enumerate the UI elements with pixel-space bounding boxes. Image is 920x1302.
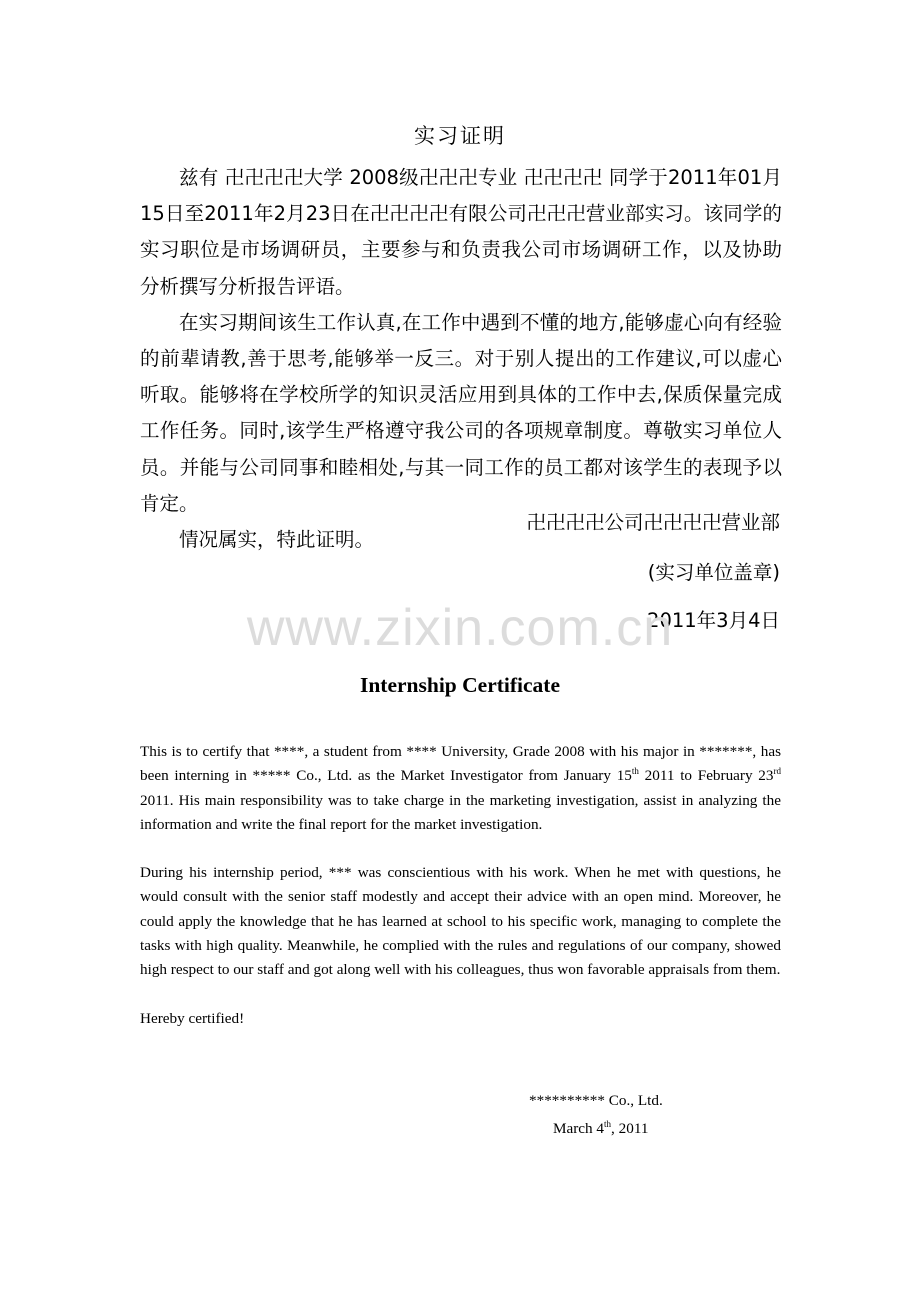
chinese-title: 实习证明 xyxy=(414,124,506,148)
chinese-paragraph-3: 情况属实，特此证明。 xyxy=(179,528,375,552)
chinese-signature-date: 2011年3月4日 xyxy=(647,609,780,632)
english-signature-company: ********** Co., Ltd. xyxy=(529,1092,663,1109)
english-paragraph-3: Hereby certified! xyxy=(140,1009,245,1027)
chinese-paragraph-2: 在实习期间该生工作认真,在工作中遇到不懂的地方,能够虚心向有经验的前辈请教,善于思考,能够举一反三。对于别人提出的工作建议,可以虚心听取。能够将在学校所学的知识灵活应用到具体的工作中去,保质保量完成工作任务。同时,该学生严格遵守我公司的各项规章制度。尊敬实习单位人员。并能与公司同事和睦相处,与其一同工作的员工都对该学生的表现予以肯定。 xyxy=(140,310,782,515)
english-paragraph-2: During his internship period, *** was conscientious with his work. When he met with questions, he would consult with the senior staff modestly and accept their advice with an open mind. Moreover, he could apply the knowledge that he has learned at school to his specific work, managing to complete the tasks with high quality. Meanwhile, he complied with the rules and regulations of our company, showed high respect to our staff and got along well with his colleagues, thus won favorable appraisals from them. xyxy=(140,864,781,979)
english-date-year: , 2011 xyxy=(611,1120,649,1137)
chinese-paragraph-1: 兹有 卍卍卍卍大学 2008级卍卍卍专业 卍卍卍卍 同学于2011年01月15日至2011年2月23日在卍卍卍卍有限公司卍卍卍营业部实习。该同学的实习职位是市场调研员，主要参与和负责我公司市场调研工作，以及协助分析撰写分析报告评语。 xyxy=(140,166,782,298)
watermark: www.zixin.com.cn xyxy=(246,599,674,657)
english-paragraph-1 xyxy=(140,740,781,837)
english-body xyxy=(140,740,781,1055)
ordinal-suffix: rd xyxy=(773,766,781,777)
chinese-signature-company: 卍卍卍卍公司卍卍卍卍营业部 xyxy=(526,511,780,534)
english-signature-date xyxy=(553,1120,648,1138)
english-date-month: March 4 xyxy=(553,1120,605,1137)
english-paragraph-1-part-b: 2011 to February 23 xyxy=(638,767,774,785)
chinese-signature-seal: (实习单位盖章) xyxy=(647,561,780,584)
english-paragraph-1-part-c: 2011. His main responsibility was to take charge in the marketing investigation, assist in analyzing the information and write the final report for the market investigation. xyxy=(140,791,781,833)
chinese-body xyxy=(140,160,782,558)
english-title: Internship Certificate xyxy=(359,673,561,697)
ordinal-suffix: th xyxy=(631,766,639,777)
english-paragraph-1-part-a: This is to certify that ****, a student from **** University, Grade 2008 with his major in *******, has been interning in ***** Co., Ltd. as the Market Investigator from January 15 xyxy=(140,743,781,785)
ordinal-suffix: th xyxy=(604,1118,612,1129)
